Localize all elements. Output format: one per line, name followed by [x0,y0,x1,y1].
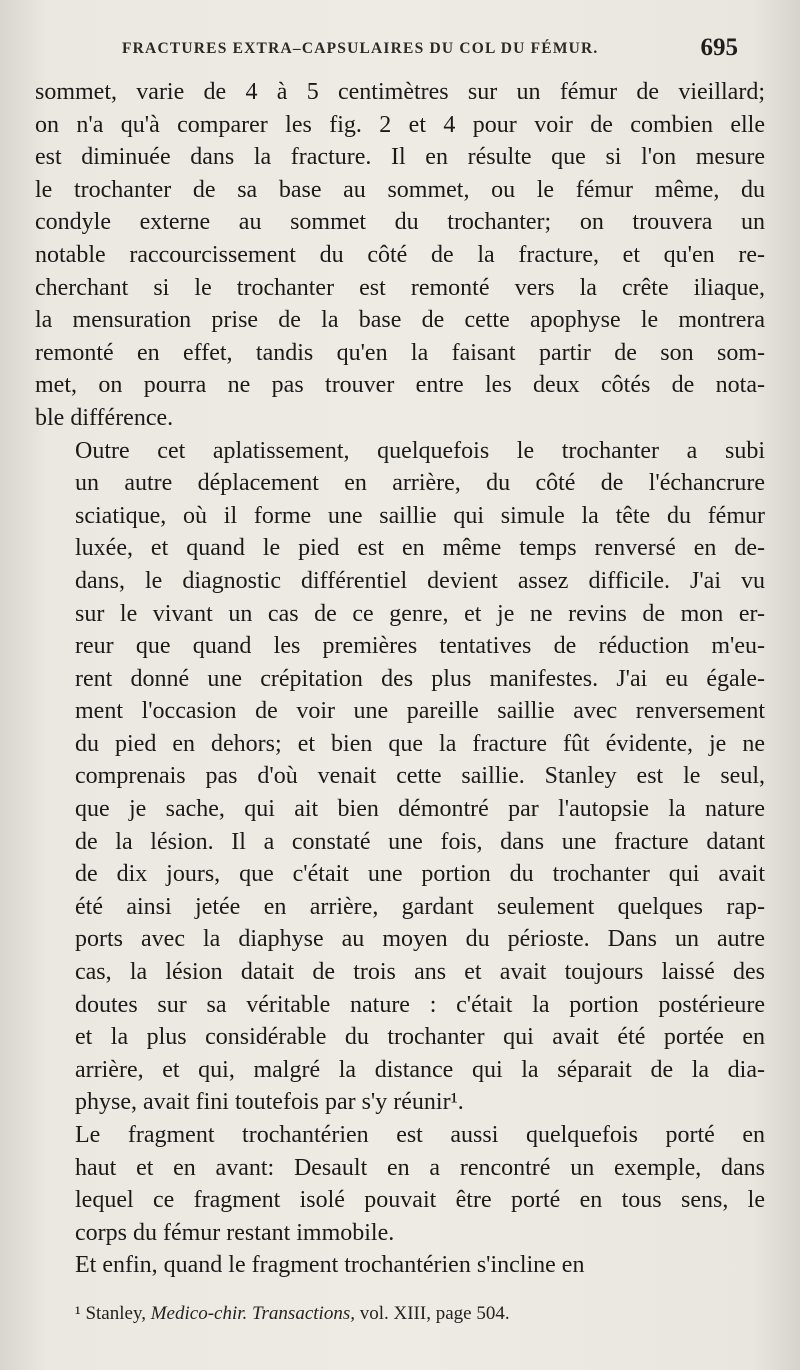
text-line: sommet, varie de 4 à 5 centimètres sur un fémur de vieillard; [35,79,765,105]
paragraph [35,76,765,435]
text-line: dans, le diagnostic différentiel devient assez difficile. J'ai vu [75,567,765,594]
text-line: on n'a qu'à comparer les fig. 2 et 4 pour voir de combien elle [35,111,765,138]
text-line: et la plus considérable du trochanter qui avait été portée en [75,1024,765,1051]
text-line: de la lésion. Il a constaté une fois, dans une fracture datant [75,828,765,855]
footnote-author: Stanley, [85,1303,146,1324]
text-line: sur le vivant un cas de ce genre, et je ne revins de mon er- [75,600,765,627]
text-line: lequel ce fragment isolé pouvait être porté en tous sens, le [75,1187,765,1214]
text-line: du pied en dehors; et bien que la fracture fût évidente, je ne [75,730,765,757]
text-line: rent donné une crépitation des plus manifestes. J'ai eu égale- [75,665,765,692]
text-line: ports avec la diaphyse au moyen du périoste. Dans un autre [75,926,765,953]
text-line: doutes sur sa véritable nature : c'était la portion postérieure [75,991,765,1018]
running-head: FRACTURES EXTRA–CAPSULAIRES DU COL DU FÉMUR. [122,40,599,57]
paragraph [35,1249,765,1282]
footnote-journal: Medico-chir. Transactions, [150,1303,355,1324]
text-line: ment l'occasion de voir une pareille saillie avec renversement [75,698,765,725]
footnote-marker: ¹ [75,1303,81,1324]
paragraph [35,1119,765,1249]
text-line: corps du fémur restant immobile. [75,1219,395,1246]
footnote-reference: vol. XIII, page 504. [359,1303,510,1324]
text-line: remonté en effet, tandis qu'en la faisant partir de son som- [35,339,765,366]
text-line: cherchant si le trochanter est remonté vers la crête iliaque, [35,274,765,301]
text-line: luxée, et quand le pied est en même temps renversé en de- [75,535,765,562]
text-line: Le fragment trochantérien est aussi quelquefois porté en [75,1122,765,1148]
text-line: reur que quand les premières tentatives de réduction m'eu- [75,633,765,660]
page-header [40,36,738,66]
text-line: met, on pourra ne pas trouver entre les deux côtés de nota- [35,372,765,399]
paragraph [35,435,765,1119]
text-line: cas, la lésion datait de trois ans et avait toujours laissé des [75,959,765,986]
text-line: notable raccourcissement du côté de la fracture, et qu'en re- [35,241,765,268]
text-line: comprenais pas d'où venait cette saillie. Stanley est le seul, [75,763,765,790]
text-line: de dix jours, que c'était une portion du trochanter qui avait [75,861,765,888]
text-line: le trochanter de sa base au sommet, ou le fémur même, du [35,176,765,203]
text-line: sciatique, où il forme une saillie qui simule la tête du fémur [75,502,765,529]
text-line: arrière, et qui, malgré la distance qui la séparait de la dia- [75,1056,765,1083]
text-line: est diminuée dans la fracture. Il en résulte que si l'on mesure [35,144,765,171]
footnote [75,1303,755,1325]
text-line: condyle externe au sommet du trochanter; on trouvera un [35,209,765,236]
text-line: Et enfin, quand le fragment trochantérien s'incline en [75,1252,585,1279]
text-line: ble différence. [35,404,174,431]
page-number: 695 [700,34,738,61]
text-line: que je sache, qui ait bien démontré par l'autopsie la nature [75,796,765,823]
text-line: physe, avait fini toutefois par s'y réunir¹. [75,1089,464,1116]
body-text [35,76,765,1282]
text-line: un autre déplacement en arrière, du côté de l'échancrure [75,470,765,497]
text-line: la mensuration prise de la base de cette apophyse le montrera [35,307,765,334]
text-line: Outre cet aplatissement, quelquefois le trochanter a subi [75,437,765,464]
text-line: été ainsi jetée en arrière, gardant seulement quelques rap- [75,893,765,920]
text-line: haut et en avant: Desault en a rencontré un exemple, dans [75,1154,765,1181]
